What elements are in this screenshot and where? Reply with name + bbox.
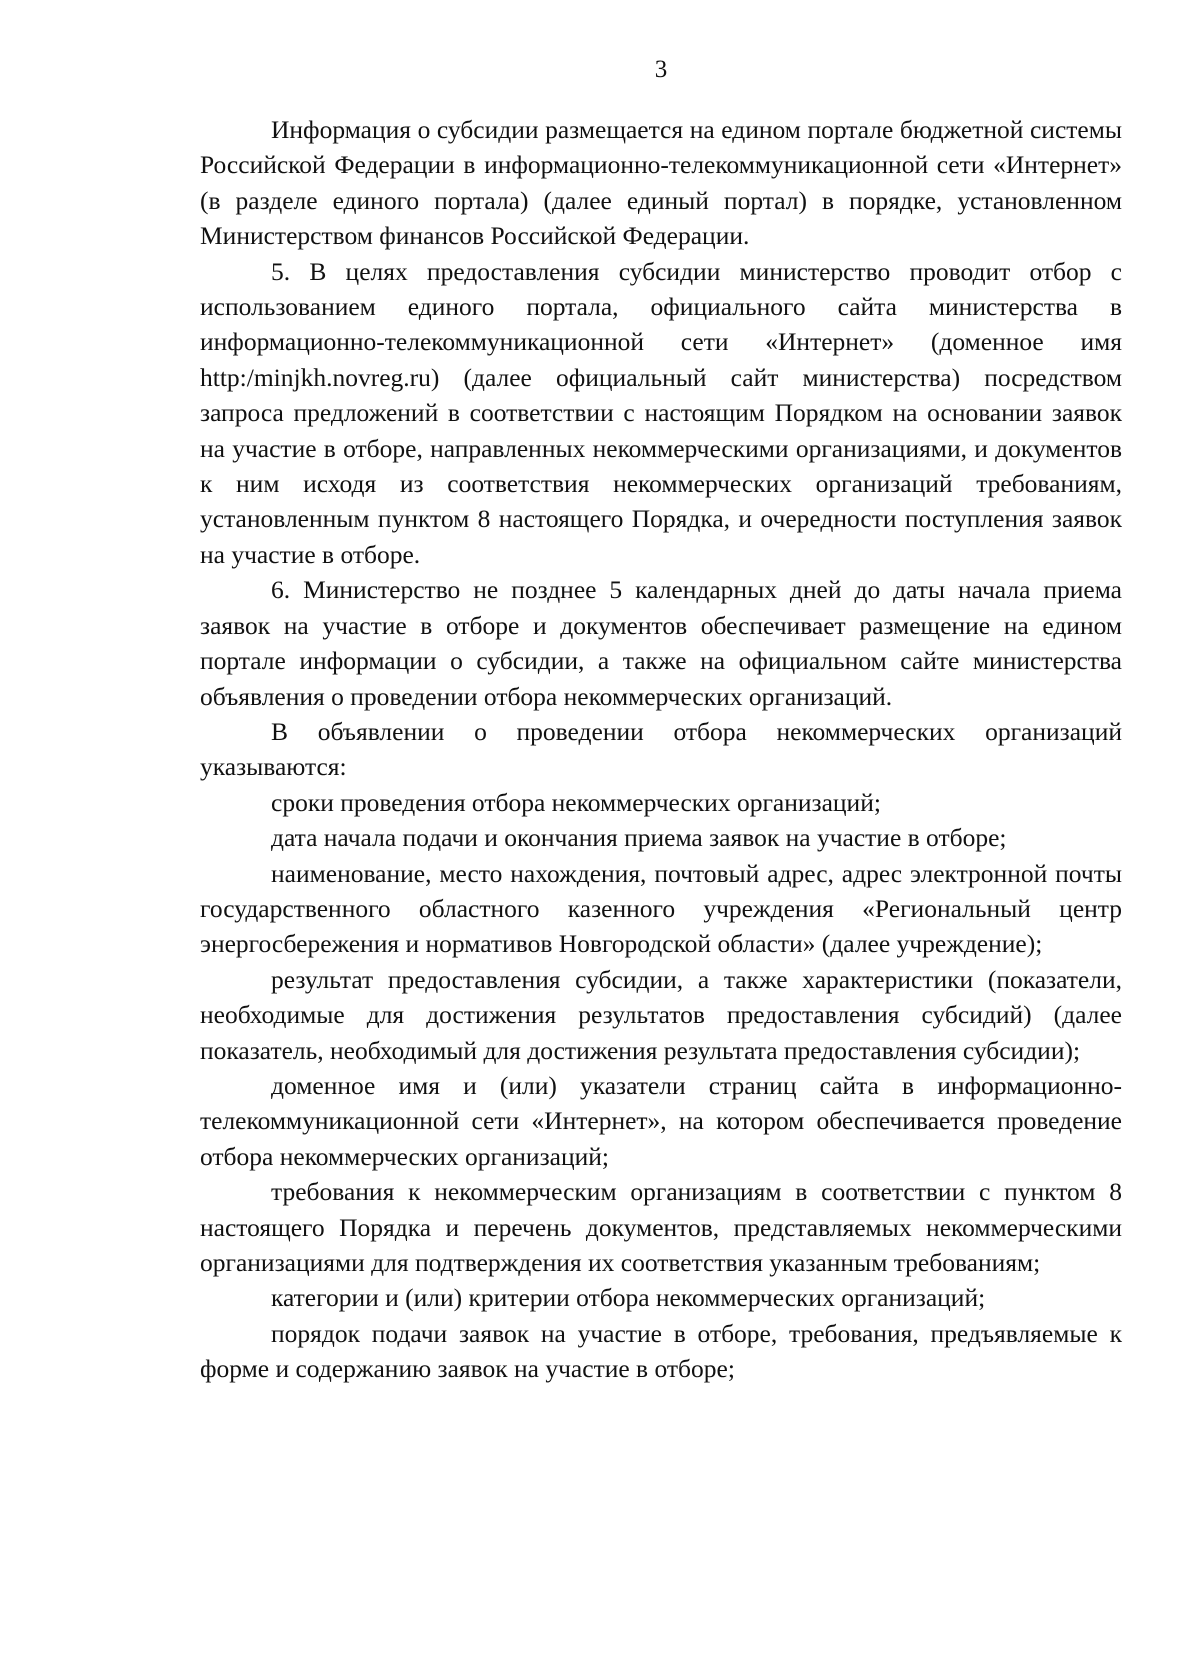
- document-body: [200, 112, 1122, 1387]
- list-item-criteria: категории и (или) критерии отбора некоммерческих организаций;: [271, 1283, 986, 1313]
- list-item-domain-name: доменное имя и (или) указатели страниц сайта в информационно-телекоммуникационной сети «Интернет», на котором обеспечивается проведение отбора некоммерческих организаций;: [200, 1070, 1122, 1171]
- list-item-subsidy-result: результат предоставления субсидии, а также характеристики (показатели, необходимые для достижения результатов предоставления субсидий) (далее показатель, необходимый для достижения результата предоставления субсидии);: [200, 964, 1122, 1065]
- paragraph-subsidy-info: Информация о субсидии размещается на едином портале бюджетной системы Российской Федерации в информационно-телекоммуникационной сети «Интернет» (в разделе единого портала) (далее единый портал) в порядке, установленном Министерством финансов Российской Федерации.: [200, 115, 1122, 251]
- list-item-selection-terms: сроки проведения отбора некоммерческих организаций;: [271, 787, 881, 817]
- list-item-application-procedure: порядок подачи заявок на участие в отборе, требования, предъявляемые к форме и содержанию заявок на участие в отборе;: [200, 1318, 1122, 1384]
- paragraph-5-selection: 5. В целях предоставления субсидии министерство проводит отбор с использованием единого портала, официального сайта министерства в информационно-телекоммуникационной сети «Интернет» (доменное имя http:/minjkh.novreg.ru) (далее официальный сайт министерства) посредством запроса предложений в соответствии с настоящим Порядком на основании заявок на участие в отборе, направленных некоммерческими организациями, и документов к ним исходя из соответствия некоммерческих организаций требованиям, установленным пунктом 8 настоящего Порядка, и очередности поступления заявок на участие в отборе.: [200, 256, 1122, 569]
- list-item-application-dates: дата начала подачи и окончания приема заявок на участие в отборе;: [271, 823, 1007, 853]
- list-item-institution-details: наименование, место нахождения, почтовый адрес, адрес электронной почты государственного областного казенного учреждения «Региональный центр энергосбережения и нормативов Новгородской области» (далее учреждение);: [200, 858, 1122, 959]
- page-number: 3: [654, 56, 668, 83]
- paragraph-6-announcement: 6. Министерство не позднее 5 календарных дней до даты начала приема заявок на участие в отборе и документов обеспечивает размещение на едином портале информации о субсидии, а также на официальном сайте министерства объявления о проведении отбора некоммерческих организаций.: [200, 575, 1122, 711]
- paragraph-announcement-contents: В объявлении о проведении отбора некоммерческих организаций указываются:: [200, 716, 1122, 782]
- list-item-requirements: требования к некоммерческим организациям в соответствии с пунктом 8 настоящего Порядка и перечень документов, представляемых некоммерческими организациями для подтверждения их соответствия указанным требованиям;: [200, 1177, 1122, 1277]
